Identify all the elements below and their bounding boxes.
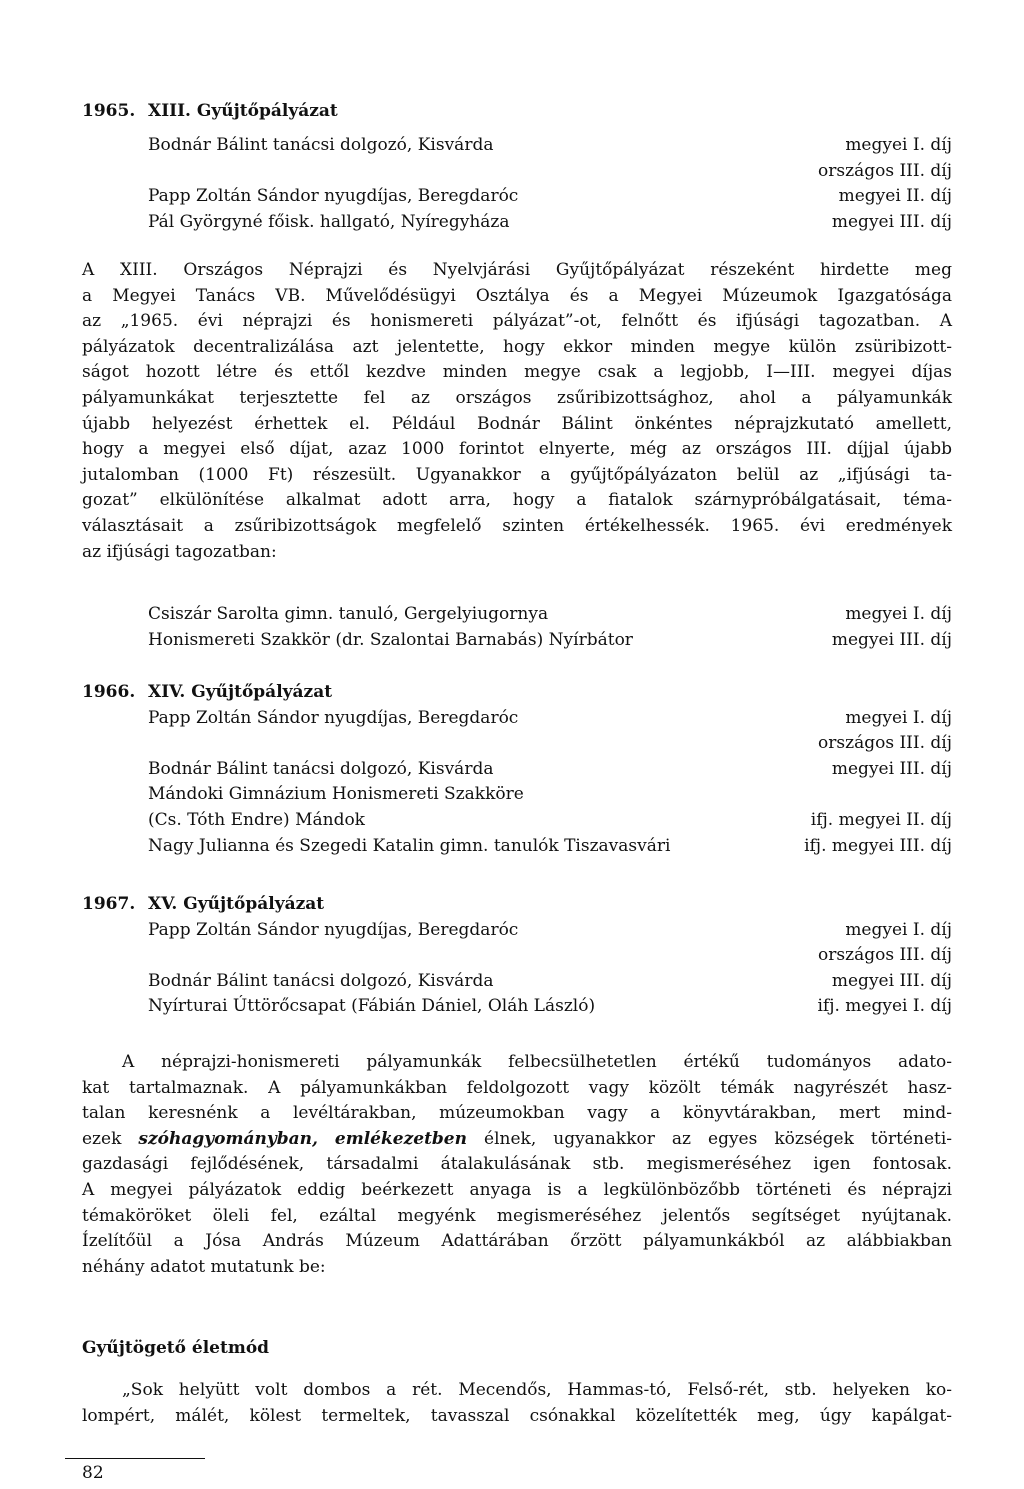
entry-name: Pál Györgyné főisk. hallgató, Nyíregyháza <box>148 211 510 232</box>
entry-name: Nyírturai Úttörőcsapat (Fábián Dániel, Oláh László) <box>148 996 596 1017</box>
entry-row <box>82 782 952 808</box>
paragraph-value <box>82 1050 952 1280</box>
entry-row <box>82 628 952 654</box>
text-line: A XIII. Országos Néprajzi és Nyelvjárási Gyűjtőpályázat részeként hirdette meg <box>82 260 952 280</box>
youth-results-1965 <box>82 602 952 653</box>
text-line: újabb helyezést érhettek el. Például Bodnár Bálint önkéntes néprajzkutató amellett, <box>82 413 952 434</box>
entry-award: megyei III. díj <box>831 758 952 779</box>
text-line: pályamunkákat terjesztette fel az országos zsűribizottsághoz, ahol a pályamunkák <box>82 387 952 408</box>
entry-row <box>82 834 952 860</box>
entry-row <box>82 918 952 944</box>
entry-name: Bodnár Bálint tanácsi dolgozó, Kisvárda <box>148 135 494 155</box>
entry-award: országos III. díj <box>818 733 952 754</box>
entry-row <box>82 808 952 834</box>
section-year: 1967. <box>82 894 136 914</box>
subheading: Gyűjtögető életmód <box>82 1338 270 1358</box>
quote-paragraph <box>82 1378 952 1429</box>
section-heading <box>82 892 952 918</box>
text-line: a Megyei Tanács VB. Művelődésügyi Osztálya és a Megyei Múzeumok Igazgatósága <box>82 285 952 306</box>
text-line: témaköröket öleli fel, ezáltal megyénk megismeréséhez jelentős segítséget nyújtanak. <box>82 1205 952 1226</box>
text-line: „Sok helyütt volt dombos a rét. Mecendős, Hammas-tó, Felső-rét, stb. helyeken ko- <box>122 1380 952 1400</box>
entry-name: Mándoki Gimnázium Honismereti Szakköre <box>148 784 524 805</box>
italic-term: emlékezetben <box>334 1128 467 1149</box>
entry-award: megyei I. díj <box>845 919 952 940</box>
text-line: kat tartalmaznak. A pályamunkákban feldolgozott vagy közölt témák nagyrészét hasz- <box>82 1077 952 1098</box>
entry-name: Papp Zoltán Sándor nyugdíjas, Beregdaróc <box>148 186 519 207</box>
text-line: az ifjúsági tagozatban: <box>82 541 277 562</box>
section-year: 1966. <box>82 682 136 702</box>
section-heading <box>82 99 952 133</box>
entry-row <box>82 994 952 1020</box>
entry-row <box>82 133 952 159</box>
text-line: A megyei pályázatok eddig beérkezett anyaga is a legkülönbözőbb történeti és néprajzi <box>82 1179 952 1200</box>
entry-award: ifj. megyei I. díj <box>817 996 952 1017</box>
text-line: Ízelítőül a Jósa András Múzeum Adattárában őrzött pályamunkákból az alábbiakban <box>82 1231 952 1252</box>
text-line: gazdasági fejlődésének, társadalmi átalakulásának stb. megismeréséhez igen fontosak. <box>82 1154 952 1175</box>
entry-name: Nagy Julianna és Szegedi Katalin gimn. tanulók Tiszavasvári <box>148 835 671 856</box>
section-year: 1965. <box>82 101 136 121</box>
entry-row <box>82 210 952 236</box>
text-line: az „1965. évi néprajzi és honismereti pályázat”-ot, felnőtt és ifjúsági tagozatban. A <box>82 311 952 332</box>
entry-award: megyei II. díj <box>838 186 952 207</box>
text-line: hogy a megyei első díjat, azaz 1000 forintot elnyerte, még az országos III. díjjal újabb <box>82 439 952 460</box>
entry-name: Bodnár Bálint tanácsi dolgozó, Kisvárda <box>148 758 494 779</box>
section-1967 <box>82 892 952 1020</box>
entry-row <box>82 159 952 185</box>
entry-row <box>82 969 952 995</box>
text-line: lompért, málét, kölest termeltek, tavasszal csónakkal közelítették meg, úgy kapálgat- <box>82 1405 952 1426</box>
entry-award: megyei I. díj <box>845 604 952 624</box>
entry-name: Bodnár Bálint tanácsi dolgozó, Kisvárda <box>148 970 494 991</box>
text-line: jutalomban (1000 Ft) részesült. Ugyanakkor a gyűjtőpályázaton belül az „ifjúsági ta- <box>82 464 952 485</box>
entry-name: Honismereti Szakkör (dr. Szalontai Barnabás) Nyírbátor <box>148 629 633 650</box>
entry-name: Papp Zoltán Sándor nyugdíjas, Beregdaróc <box>148 707 519 728</box>
section-title: XV. Gyűjtőpályázat <box>148 894 325 914</box>
section-heading <box>82 680 952 706</box>
paragraph-history <box>82 258 952 565</box>
entry-award: országos III. díj <box>818 160 952 181</box>
section-1965 <box>82 99 952 235</box>
footnote-rule <box>65 1458 205 1459</box>
entry-row <box>82 706 952 732</box>
entry-award: megyei I. díj <box>845 135 952 155</box>
entry-award: ifj. megyei III. díj <box>804 835 952 856</box>
text-fragment: élnek, ugyanakkor az egyes községek történeti- <box>484 1128 953 1149</box>
section-title: XIII. Gyűjtőpályázat <box>148 101 338 121</box>
entry-award: megyei I. díj <box>845 707 952 728</box>
text-line: néhány adatot mutatunk be: <box>82 1256 326 1277</box>
text-line: gozat” elkülönítése alkalmat adott arra, hogy a fiatalok szárnypróbálgatásait, téma- <box>82 490 952 511</box>
text-line: választásait a zsűribizottságok megfelelő szinten értékelhessék. 1965. évi eredmények <box>82 515 952 536</box>
entry-name: Csiszár Sarolta gimn. tanuló, Gergelyiugornya <box>148 604 549 624</box>
section-1966 <box>82 680 952 859</box>
entry-row <box>82 731 952 757</box>
text-line: talan keresnénk a levéltárakban, múzeumokban vagy a könyvtárakban, mert mind- <box>82 1103 952 1124</box>
entry-name: Papp Zoltán Sándor nyugdíjas, Beregdaróc <box>148 919 519 940</box>
text-line-mixed <box>82 1127 952 1153</box>
entry-award: ifj. megyei II. díj <box>810 809 952 830</box>
entry-award: megyei III. díj <box>831 970 952 991</box>
section-title: XIV. Gyűjtőpályázat <box>148 682 333 702</box>
page-number: 82 <box>82 1463 104 1483</box>
entry-row <box>82 943 952 969</box>
entry-award: megyei III. díj <box>831 211 952 232</box>
entry-row <box>82 757 952 783</box>
text-fragment: ezek <box>82 1128 122 1149</box>
text-line: pályázatok decentralizálása azt jelentette, hogy ekkor minden megye külön zsüribizott- <box>82 336 952 357</box>
text-line: A néprajzi-honismereti pályamunkák felbecsülhetetlen értékű tudományos adato- <box>122 1052 952 1072</box>
italic-term: szóhagyományban, <box>138 1128 318 1149</box>
entry-award: országos III. díj <box>818 945 952 966</box>
entry-award: megyei III. díj <box>831 629 952 650</box>
text-line: ságot hozott létre és ettől kezdve minden megye csak a legjobb, I—III. megyei díjas <box>82 362 952 383</box>
entry-row <box>82 184 952 210</box>
entry-name: (Cs. Tóth Endre) Mándok <box>148 809 365 830</box>
entry-row <box>82 602 952 628</box>
